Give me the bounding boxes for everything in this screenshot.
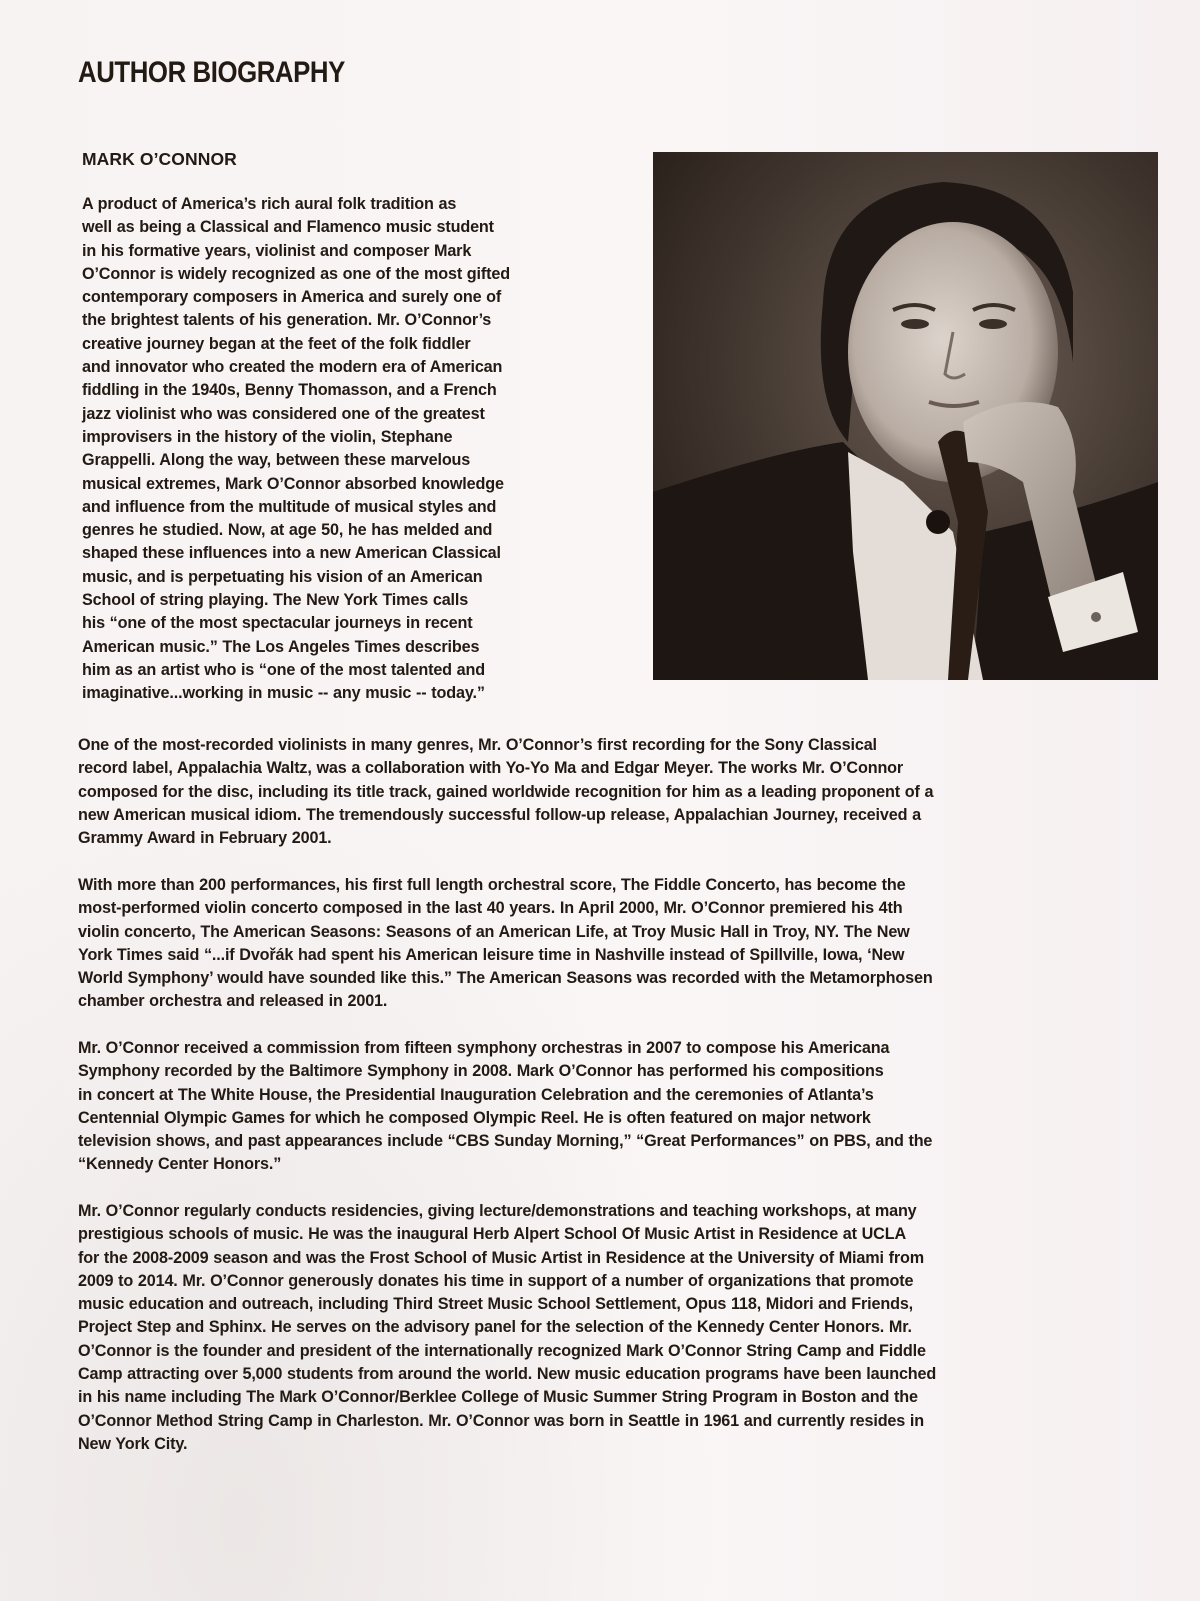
text-line: record label, Appalachia Waltz, was a collaboration with Yo-Yo Ma and Edgar Meyer. The works Mr. O’Connor [78, 759, 904, 778]
portrait-illustration [653, 152, 1158, 680]
text-line: With more than 200 performances, his first full length orchestral score, The Fiddle Concerto, has become the [78, 876, 906, 894]
bio-paragraph-intro [82, 193, 627, 706]
text-line: Grappelli. Along the way, between these marvelous [82, 451, 471, 470]
text-line: the brightest talents of his generation. Mr. O’Connor’s [82, 311, 492, 330]
text-line: World Symphony’ would have sounded like this.” The American Seasons was recorded with the Metamorphosen [78, 969, 933, 988]
text-line: composed for the disc, including its title track, gained worldwide recognition for him as a leading proponent of a [78, 782, 934, 801]
text-line: and influence from the multitude of musical styles and [82, 497, 497, 516]
text-line: and innovator who created the modern era of American [82, 358, 503, 377]
bio-paragraph-concertos [78, 874, 1168, 1014]
text-line: new American musical idiom. The tremendously successful follow-up release, Appalachian Journey, received a [78, 805, 921, 824]
bio-paragraph-recordings [78, 734, 1168, 850]
text-line: jazz violinist who was considered one of the greatest [82, 404, 485, 423]
bio-paragraph-education [78, 1200, 1168, 1456]
text-line: most-performed violin concerto composed in the last 40 years. In April 2000, Mr. O’Connor premiered his 4th [78, 899, 903, 918]
bio-paragraph-commissions [78, 1037, 1168, 1177]
text-line: Centennial Olympic Games for which he composed Olympic Reel. He is often featured on major network [78, 1108, 871, 1127]
text-line: American music.” The Los Angeles Times describes [82, 637, 480, 656]
text-line: his “one of the most spectacular journeys in recent [82, 614, 473, 633]
text-line: A product of America’s rich aural folk tradition as [82, 195, 457, 213]
text-line: genres he studied. Now, at age 50, he has melded and [82, 521, 493, 540]
cufflink [1091, 612, 1101, 622]
text-line: 2009 to 2014. Mr. O’Connor generously donates his time in support of a number of organizations that promote [78, 1271, 914, 1290]
text-line: fiddling in the 1940s, Benny Thomasson, and a French [82, 381, 497, 400]
text-line: music, and is perpetuating his vision of an American [82, 567, 483, 586]
violin-peg [926, 510, 950, 534]
text-line: shaped these influences into a new American Classical [82, 544, 501, 563]
text-line: O’Connor Method String Camp in Charleston. Mr. O’Connor was born in Seattle in 1961 and currently resides in [78, 1411, 924, 1430]
text-line: in his formative years, violinist and composer Mark [82, 241, 472, 260]
text-line: for the 2008-2009 season and was the Frost School of Music Artist in Residence at the University of Miami from [78, 1248, 924, 1267]
text-line: Symphony recorded by the Baltimore Symphony in 2008. Mark O’Connor has performed his compositions [78, 1062, 884, 1081]
text-line: imaginative...working in music -- any music -- today.” [82, 684, 485, 703]
text-line: “Kennedy Center Honors.” [78, 1155, 282, 1174]
text-line: chamber orchestra and released in 2001. [78, 992, 388, 1011]
text-line: improvisers in the history of the violin, Stephane [82, 427, 453, 446]
page-title: AUTHOR BIOGRAPHY [78, 56, 345, 89]
text-line: creative journey began at the feet of the folk fiddler [82, 334, 471, 353]
author-name-heading: MARK O’CONNOR [82, 149, 237, 169]
text-line: him as an artist who is “one of the most talented and [82, 660, 485, 679]
text-line: music education and outreach, including Third Street Music School Settlement, Opus 118, Midori and Friends, [78, 1295, 914, 1314]
text-line: violin concerto, The American Seasons: Seasons of an American Life, at Troy Music Hall in Troy, NY. The New [78, 922, 910, 941]
text-line: York Times said “...if Dvořák had spent his American leisure time in Nashville instead of Spillville, Iowa, ‘New [78, 945, 905, 964]
text-line: Project Step and Sphinx. He serves on the advisory panel for the selection of the Kennedy Center Honors. Mr. [78, 1318, 912, 1337]
text-line: O’Connor is the founder and president of the internationally recognized Mark O’Connor String Camp and Fiddle [78, 1341, 926, 1360]
text-line: prestigious schools of music. He was the inaugural Herb Alpert School Of Music Artist in Residence at UCLA [78, 1225, 907, 1244]
text-line: Camp attracting over 5,000 students from around the world. New music education programs have been launched [78, 1365, 937, 1384]
text-line: contemporary composers in America and surely one of [82, 288, 502, 307]
text-line: television shows, and past appearances include “CBS Sunday Morning,” “Great Performances” on PBS, and the [78, 1132, 933, 1151]
left-eye [901, 319, 929, 329]
text-line: well as being a Classical and Flamenco music student [82, 218, 494, 237]
text-line: School of string playing. The New York Times calls [82, 591, 469, 610]
right-eye [979, 319, 1007, 329]
author-portrait-photo [653, 152, 1158, 680]
text-line: Mr. O’Connor regularly conducts residencies, giving lecture/demonstrations and teaching workshops, at many [78, 1202, 917, 1220]
text-line: O’Connor is widely recognized as one of the most gifted [82, 264, 510, 283]
text-line: Grammy Award in February 2001. [78, 829, 332, 848]
text-line: musical extremes, Mark O’Connor absorbed knowledge [82, 474, 504, 493]
text-line: Mr. O’Connor received a commission from fifteen symphony orchestras in 2007 to compose his Americana [78, 1039, 890, 1057]
text-line: in concert at The White House, the Presidential Inauguration Celebration and the ceremonies of Atlanta’s [78, 1085, 874, 1104]
text-line: New York City. [78, 1434, 188, 1453]
text-line: in his name including The Mark O’Connor/Berklee College of Music Summer String Program in Boston and the [78, 1388, 918, 1407]
text-line: One of the most-recorded violinists in many genres, Mr. O’Connor’s first recording for the Sony Classical [78, 736, 877, 754]
